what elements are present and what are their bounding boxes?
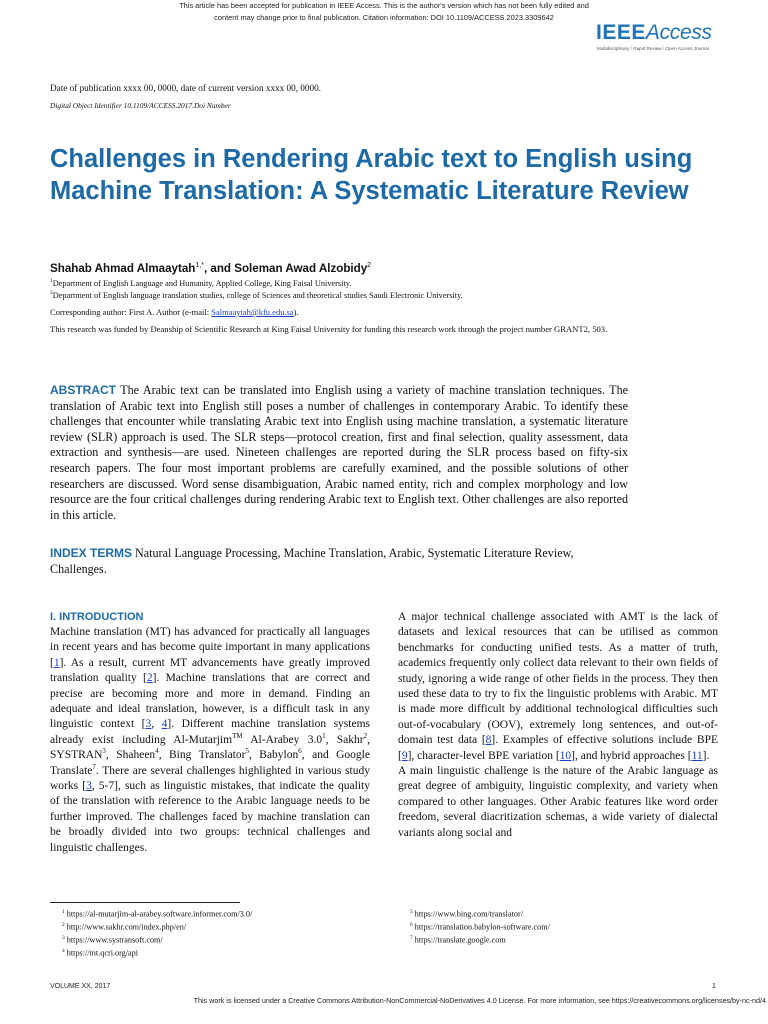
footnotes-left xyxy=(62,907,252,960)
funding-statement: This research was funded by Deanship of Scientific Research at King Faisal University for funding this research work through the project number GRANT2, 503. xyxy=(50,324,608,334)
publication-date: Date of publication xxxx 00, 0000, date of current version xxxx 00, 0000. xyxy=(50,83,321,93)
footnote-marker: 5 xyxy=(245,747,249,756)
abstract xyxy=(50,383,628,523)
author-joiner: , and xyxy=(203,262,235,275)
logo-wordmark: IEEEAccess xyxy=(596,21,712,44)
page-number: 1 xyxy=(712,983,716,990)
footnotes-right xyxy=(410,907,550,946)
citation-link[interactable]: 1 xyxy=(53,656,60,669)
author-2: Soleman Awad Alzobidy xyxy=(234,262,368,275)
citation-link[interactable]: 11 xyxy=(691,749,703,762)
footnote-marker: 7 xyxy=(92,762,96,771)
ieee-access-logo xyxy=(596,22,720,51)
footnote: $^7$ https://translate.google.com xyxy=(410,935,506,946)
email-link[interactable]: Salmaaytah@kfu.edu.sa xyxy=(211,307,294,317)
index-terms-text: Natural Language Processing, Machine Translation, Arabic, Systematic Literature Review, Challenges. xyxy=(50,546,574,576)
citation-link[interactable]: 3 xyxy=(145,718,152,731)
footnote: $^3$ https://www.systransoft.com/ xyxy=(62,935,163,946)
footnote: $^5$ https://www.bing.com/translator/ xyxy=(410,909,523,919)
footnote-marker: 6 xyxy=(298,747,302,756)
notice-line-2: content may change prior to final publication. Citation information: DOI 10.1109/ACCESS.2023.3309642 xyxy=(214,13,554,22)
volume-label: VOLUME XX, 2017 xyxy=(50,983,111,990)
footnote: $^1$ https://al-mutarjim-al-arabey.software.informer.com/3.0/ xyxy=(62,909,253,919)
footnote: $^4$ https://mt.qcri.org/api xyxy=(62,948,139,959)
abstract-text: The Arabic text can be translated into English using a variety of machine translation techniques. The translation of Arabic text into English still poses a number of challenges in contemporary Arabic. To identify these challenges that encounter while translating Arabic text into English using machine translation, a systematic literature review (SLR) approach is used. The SLR steps—protocol creation, first and final selection, quality assessment, data extraction and synthesis—are used. Nineteen challenges are reported during the SLR process based on fifty-six research papers. The four most important problems are carefully examined, and the possible solutions of other researchers are discussed. Word sense disambiguation, Arabic named entity, rich and complex morphology and low resource are the four critical challenges during rendering Arabic text to English text. Other challenges are also reported in this article. xyxy=(50,383,628,522)
citation-link[interactable]: 9 xyxy=(401,749,408,762)
affiliation-2: $^2$Department of English language translation studies, college of Sciences and theoretical studies Saudi Electronic University. xyxy=(50,290,463,300)
intro-column-left xyxy=(50,610,370,856)
author-2-marker: 2 xyxy=(367,262,372,270)
index-terms-heading: INDEX TERMS xyxy=(50,546,133,560)
footnote-marker: 4 xyxy=(155,747,159,756)
linguistic-challenges-paragraph: A main linguistic challenge is the nature of the Arabic language as great degree of ambiguity, linguistic complexity, and variety when compared to other languages. Other Arabic features like word order freedom, several diacritization schemas, a wide variety of dialectal variants along social and xyxy=(398,765,718,839)
intro-column-right xyxy=(398,610,718,841)
intro-paragraph: Machine translation (MT) has advanced for practically all languages in recent years and has become quite important in many applications [1]. As a result, current MT advancements have greatly improved translation quality [2]. Machine translations that are correct and precise are becoming more and more in demand. Finding an adequate and ideal translation, however, is a difficult task in any linguistic context [3, 4]. Different machine translation systems already exist including Al-Mutarjim™ Al-Arabey $3.0^1$, Sakhr$^2$, SYSTRAN$^3$, Shaheen$^4$, Bing Translator$^5$, Babylon$^6$, and Google Translate$^7$. There are several challenges highlighted in various study works [3, 5-7], such as linguistic mistakes, that indicate the quality of the translation with reference to the Arabic language needs to be further improved. The challenges faced by machine translation can be broadly divided into two groups: technical challenges and linguistic challenges. xyxy=(50,626,371,854)
citation-link[interactable]: 8 xyxy=(485,734,492,747)
technical-challenges-paragraph: A major technical challenge associated with AMT is the lack of datasets and lexical resources that can be utilised as common benchmarks for conducting unified tests. As a matter of truth, academics frequently only collect data relevant to their own fields of study, ignoring a wide range of other fields in the process. They then used these data to try to fix the linguistic problems with Arabic. MT is made more difficult by additional technological difficulties such out-of-vocabulary (OOV), extremely long sentences, and out-of-domain test data [8]. Examples of effective solutions include BPE [9], character-level BPE variation [10], and hybrid approaches [11]. xyxy=(398,611,718,762)
footnote-marker: 3 xyxy=(102,747,106,756)
affiliation-1: $^1$Department of English Language and Humanity, Applied College, King Faisal University. xyxy=(50,278,352,288)
footnote: $^6$ https://translation.babylon-software.com/ xyxy=(410,922,550,932)
license-notice: This work is licensed under a Creative Commons Attribution-NonCommercial-NoDerivatives 4.0 License. For more information, see https://creativecommons.org/licenses/by-nc-nd/4 xyxy=(193,996,766,1005)
logo-tagline: Multidisciplinary ⁞ Rapid Review ⁞ Open Access Journal xyxy=(597,46,709,51)
citation-link[interactable]: 3 xyxy=(86,780,92,793)
index-terms xyxy=(50,546,610,577)
paper-title: Challenges in Rendering Arabic text to English using Machine Translation: A Systematic Literature Review xyxy=(50,145,693,205)
section-heading-introduction: I. INTRODUCTION xyxy=(50,611,144,623)
abstract-heading: ABSTRACT xyxy=(50,383,116,397)
footnote-marker: 1 xyxy=(322,732,326,741)
author-line xyxy=(50,262,371,275)
citation-link[interactable]: 10 xyxy=(559,749,572,762)
notice-line-1: This article has been accepted for publication in IEEE Access. This is the author's version which has not been fully edited and xyxy=(179,1,589,10)
footnote-marker: 2 xyxy=(363,732,368,741)
citation-link[interactable]: 2 xyxy=(146,672,153,685)
footnote: $^2$ http://www.sakhr.com/index.php/en/ xyxy=(62,922,187,932)
doi-line: Digital Object Identifier 10.1109/ACCESS.2017.Doi Number xyxy=(50,101,231,110)
footnote-rule xyxy=(50,902,240,903)
citation-link[interactable]: 4 xyxy=(161,718,168,731)
author-1-marker: 1,* xyxy=(195,262,204,270)
author-1: Shahab Ahmad Almaaytah xyxy=(50,262,196,275)
corresponding-author: Corresponding author: First A. Author (e-mail: Salmaaytah@kfu.edu.sa). xyxy=(50,307,299,317)
